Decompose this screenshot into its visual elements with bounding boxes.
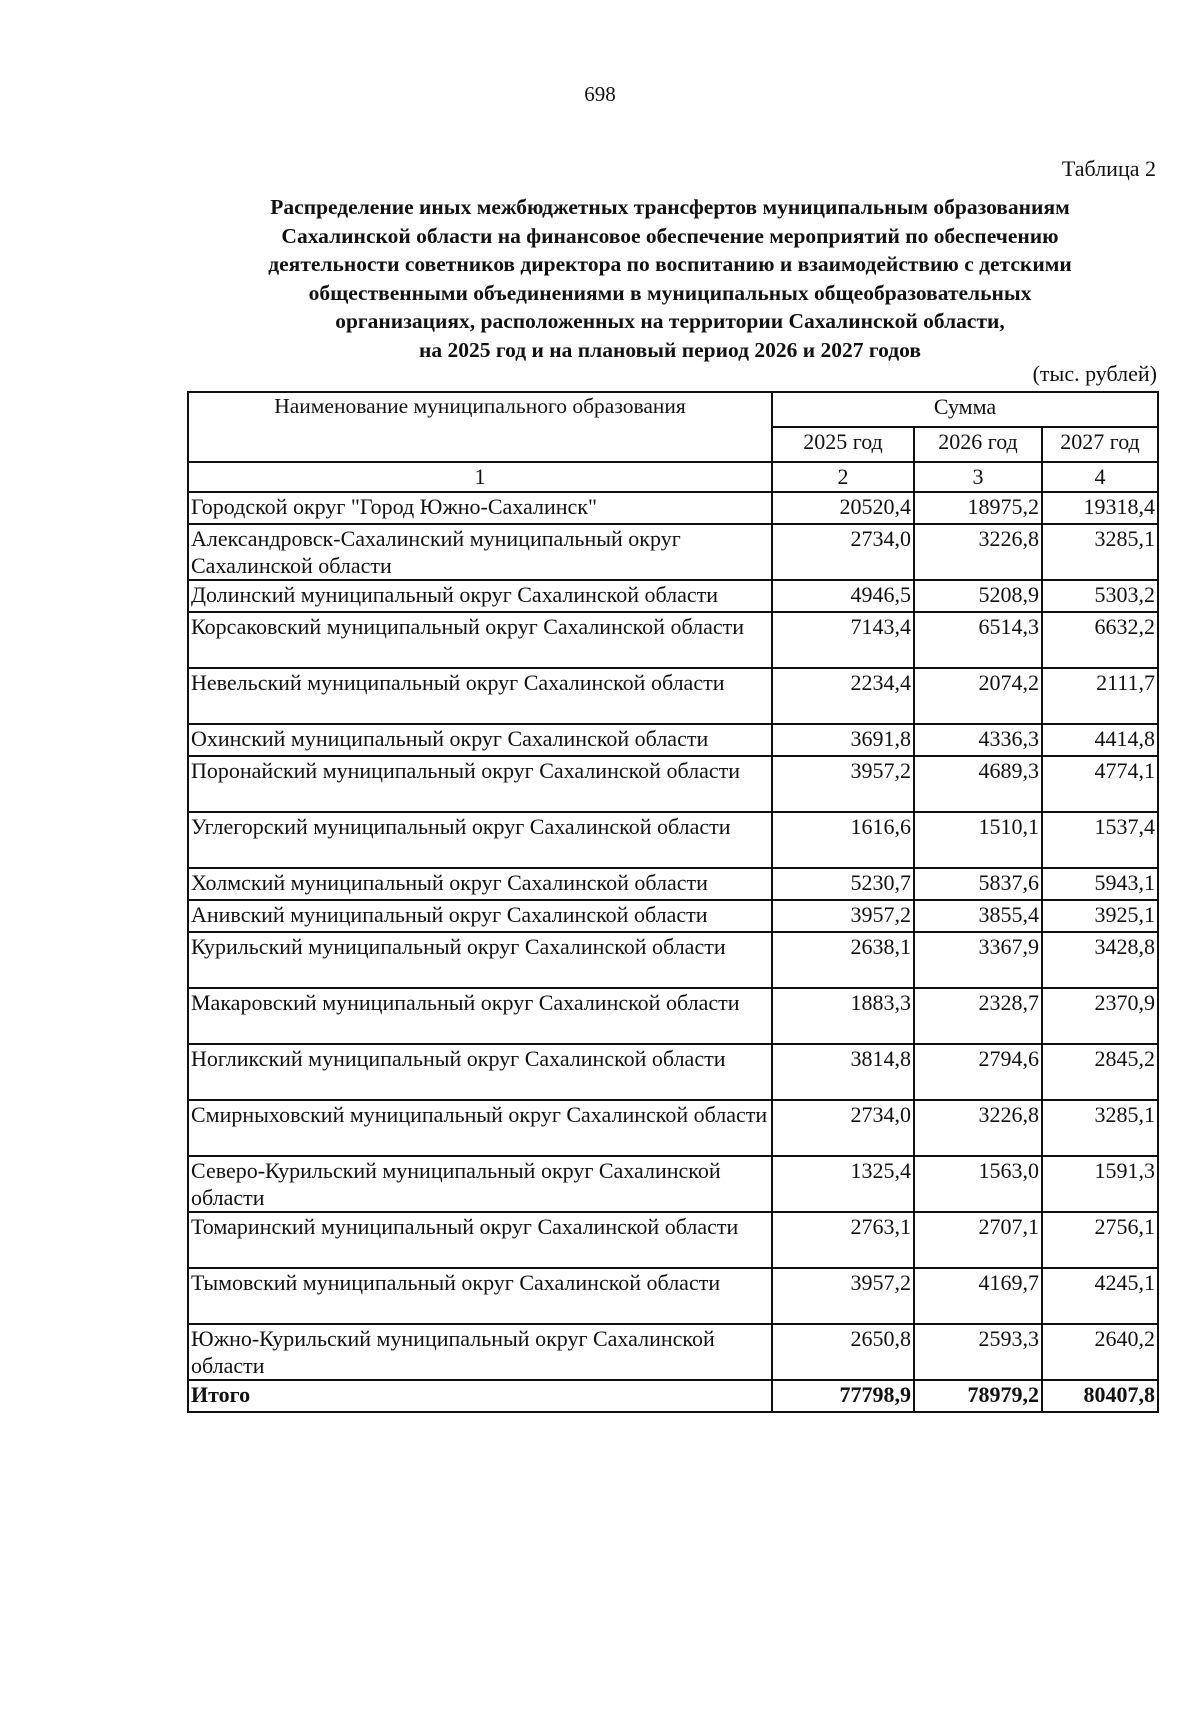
amount-2027: 5943,1	[1042, 868, 1158, 900]
total-row	[188, 1380, 1158, 1412]
amount-2027: 3285,1	[1042, 1100, 1158, 1156]
amount-2027: 2370,9	[1042, 988, 1158, 1044]
table-row	[188, 812, 1158, 868]
units-label: (тыс. рублей)	[1032, 361, 1157, 386]
municipality-name: Долинский муниципальный округ Сахалинской области	[188, 580, 772, 612]
table-row	[188, 1268, 1158, 1324]
amount-2025: 2638,1	[772, 932, 914, 988]
municipality-name: Макаровский муниципальный округ Сахалинской области	[188, 988, 772, 1044]
amount-2026: 4689,3	[914, 756, 1042, 812]
municipality-name: Курильский муниципальный округ Сахалинской области	[188, 932, 772, 988]
municipality-name: Холмский муниципальный округ Сахалинской области	[188, 868, 772, 900]
amount-2025: 1325,4	[772, 1156, 914, 1212]
header-sum: Сумма	[772, 392, 1158, 427]
amount-2026: 1510,1	[914, 812, 1042, 868]
municipality-name: Южно-Курильский муниципальный округ Сахалинской области	[188, 1324, 772, 1380]
table-row	[188, 724, 1158, 756]
amount-2025: 3957,2	[772, 1268, 914, 1324]
amount-2027: 3285,1	[1042, 524, 1158, 580]
amount-2026: 5208,9	[914, 580, 1042, 612]
total-label: Итого	[188, 1380, 772, 1412]
amount-2026: 3367,9	[914, 932, 1042, 988]
municipality-name: Невельский муниципальный округ Сахалинской области	[188, 668, 772, 724]
amount-2026: 4336,3	[914, 724, 1042, 756]
amount-2025: 2650,8	[772, 1324, 914, 1380]
amount-2025: 1883,3	[772, 988, 914, 1044]
municipality-name: Томаринский муниципальный округ Сахалинской области	[188, 1212, 772, 1268]
amount-2025: 2234,4	[772, 668, 914, 724]
table-row	[188, 580, 1158, 612]
table-row	[188, 1324, 1158, 1380]
municipality-name: Городской округ "Город Южно-Сахалинск"	[188, 492, 772, 524]
amount-2027: 4774,1	[1042, 756, 1158, 812]
header-year-2027: 2027 год	[1042, 427, 1158, 462]
municipality-name: Ногликский муниципальный округ Сахалинской области	[188, 1044, 772, 1100]
amount-2026: 18975,2	[914, 492, 1042, 524]
amount-2025: 20520,4	[772, 492, 914, 524]
table-row	[188, 756, 1158, 812]
municipality-name: Александровск-Сахалинский муниципальный округ Сахалинской области	[188, 524, 772, 580]
total-2026: 78979,2	[914, 1380, 1042, 1412]
amount-2026: 5837,6	[914, 868, 1042, 900]
table-row	[188, 612, 1158, 668]
amount-2025: 1616,6	[772, 812, 914, 868]
table-row	[188, 492, 1158, 524]
amount-2027: 3428,8	[1042, 932, 1158, 988]
amount-2026: 4169,7	[914, 1268, 1042, 1324]
title-line: Сахалинской области на финансовое обеспечение мероприятий по обеспечению	[281, 223, 1059, 248]
table-row	[188, 524, 1158, 580]
table-row	[188, 1212, 1158, 1268]
amount-2026: 2593,3	[914, 1324, 1042, 1380]
total-2027: 80407,8	[1042, 1380, 1158, 1412]
amount-2027: 5303,2	[1042, 580, 1158, 612]
column-number: 3	[914, 462, 1042, 492]
amount-2026: 6514,3	[914, 612, 1042, 668]
amount-2025: 7143,4	[772, 612, 914, 668]
amount-2025: 4946,5	[772, 580, 914, 612]
municipality-name: Охинский муниципальный округ Сахалинской области	[188, 724, 772, 756]
municipality-name: Смирныховский муниципальный округ Сахалинской области	[188, 1100, 772, 1156]
amount-2025: 3814,8	[772, 1044, 914, 1100]
title-line: организациях, расположенных на территории Сахалинской области,	[335, 309, 1005, 333]
amount-2027: 4414,8	[1042, 724, 1158, 756]
column-number: 1	[188, 462, 772, 492]
municipality-name: Северо-Курильский муниципальный округ Сахалинской области	[188, 1156, 772, 1212]
amount-2026: 1563,0	[914, 1156, 1042, 1212]
amount-2027: 1537,4	[1042, 812, 1158, 868]
amount-2026: 3226,8	[914, 1100, 1042, 1156]
amount-2027: 19318,4	[1042, 492, 1158, 524]
amount-2026: 2074,2	[914, 668, 1042, 724]
table-row	[188, 988, 1158, 1044]
transfers-table	[187, 391, 1159, 1413]
amount-2027: 2640,2	[1042, 1324, 1158, 1380]
municipality-name: Тымовский муниципальный округ Сахалинской области	[188, 1268, 772, 1324]
page-number: 698	[584, 82, 616, 106]
title-line: деятельности советников директора по воспитанию и взаимодействию с детскими	[268, 252, 1072, 276]
municipality-name: Корсаковский муниципальный округ Сахалинской области	[188, 612, 772, 668]
table-row	[188, 1100, 1158, 1156]
municipality-name: Поронайский муниципальный округ Сахалинской области	[188, 756, 772, 812]
table-row	[188, 932, 1158, 988]
amount-2026: 2707,1	[914, 1212, 1042, 1268]
municipality-name: Анивский муниципальный округ Сахалинской области	[188, 900, 772, 932]
table-row	[188, 668, 1158, 724]
amount-2027: 4245,1	[1042, 1268, 1158, 1324]
amount-2025: 3957,2	[772, 756, 914, 812]
amount-2027: 2756,1	[1042, 1212, 1158, 1268]
amount-2025: 3691,8	[772, 724, 914, 756]
table-row	[188, 900, 1158, 932]
total-2025: 77798,9	[772, 1380, 914, 1412]
amount-2026: 3226,8	[914, 524, 1042, 580]
document-title	[180, 193, 1160, 364]
amount-2027: 1591,3	[1042, 1156, 1158, 1212]
amount-2025: 2763,1	[772, 1212, 914, 1268]
amount-2026: 2328,7	[914, 988, 1042, 1044]
amount-2025: 2734,0	[772, 524, 914, 580]
amount-2027: 3925,1	[1042, 900, 1158, 932]
amount-2026: 2794,6	[914, 1044, 1042, 1100]
table-row	[188, 868, 1158, 900]
amount-2025: 5230,7	[772, 868, 914, 900]
amount-2025: 3957,2	[772, 900, 914, 932]
amount-2027: 2845,2	[1042, 1044, 1158, 1100]
amount-2027: 2111,7	[1042, 668, 1158, 724]
municipality-name: Углегорский муниципальный округ Сахалинской области	[188, 812, 772, 868]
title-line: общественными объединениями в муниципальных общеобразовательных	[308, 280, 1032, 305]
amount-2025: 2734,0	[772, 1100, 914, 1156]
column-number: 4	[1042, 462, 1158, 492]
column-number: 2	[772, 462, 914, 492]
title-line: на 2025 год и на плановый период 2026 и 2027 годов	[419, 337, 921, 362]
table-row	[188, 1044, 1158, 1100]
title-line: Распределение иных межбюджетных трансфертов муниципальным образованиям	[270, 195, 1070, 219]
table-row	[188, 1156, 1158, 1212]
amount-2027: 6632,2	[1042, 612, 1158, 668]
amount-2026: 3855,4	[914, 900, 1042, 932]
header-municipality: Наименование муниципального образования	[188, 392, 772, 462]
table-label: Таблица 2	[1061, 156, 1156, 181]
header-year-2025: 2025 год	[772, 427, 914, 462]
header-year-2026: 2026 год	[914, 427, 1042, 462]
